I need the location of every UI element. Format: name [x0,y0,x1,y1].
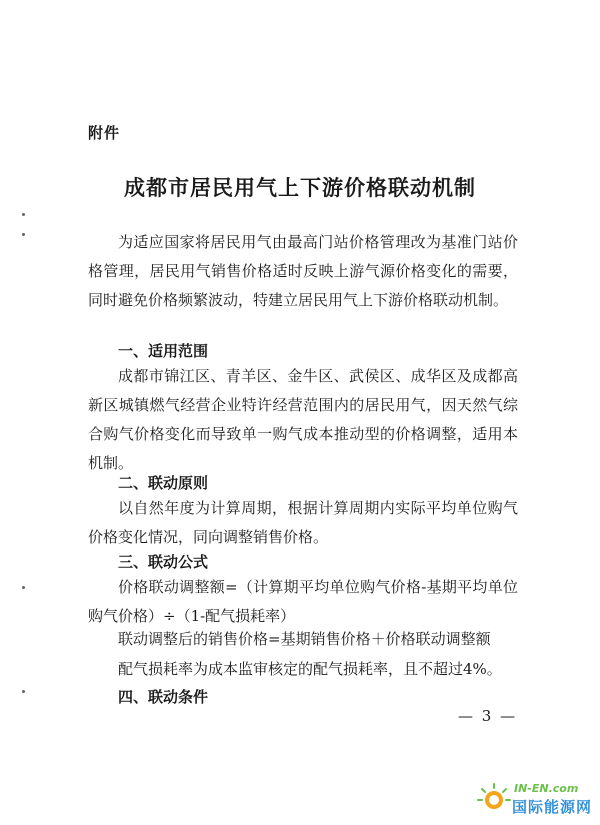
scan-speck [22,233,25,236]
formula-note: 配气损耗率为成本监审核定的配气损耗率，且不超过4%。 [118,660,502,678]
sun-icon [476,782,512,818]
section-body: 成都市锦江区、青羊区、金牛区、武侯区、成华区及成都高新区城镇燃气经营企业特许经营范围内的居民用气，因天然气综合购气价格变化而导致单一购气成本推动型的价格调整，适用本机制。 [88,367,518,472]
section-heading: 三、联动公式 [118,553,209,571]
page-number: — 3 — [458,707,518,725]
scan-speck [22,213,25,216]
watermark-site-name: 国际能源网 [512,798,593,816]
section-heading: 二、联动原则 [118,474,209,492]
attachment-label: 附件 [88,124,121,142]
scan-speck [22,586,25,589]
section-body: 以自然年度为计算周期，根据计算周期内实际平均单位购气价格变化情况，同向调整销售价格。 [88,499,518,546]
document-title: 成都市居民用气上下游价格联动机制 [124,175,476,200]
formula-line: 联动调整后的销售价格=基期销售价格＋价格联动调整额 [118,630,491,648]
section-heading: 四、联动条件 [118,688,209,706]
formula-text: 价格联动调整额=（计算期平均单位购气价格-基期平均单位购气价格）÷（1-配气损耗率） [88,578,518,625]
watermark-domain: IN-EN.com [514,782,579,795]
section-heading: 一、适用范围 [118,342,209,360]
watermark-logo [470,752,595,820]
scan-speck [22,690,25,693]
intro-paragraph: 为适应国家将居民用气由最高门站价格管理改为基准门站价格管理，居民用气销售价格适时反映上游气源价格变化的需要，同时避免价格频繁波动，特建立居民用气上下游价格联动机制。 [88,233,518,309]
